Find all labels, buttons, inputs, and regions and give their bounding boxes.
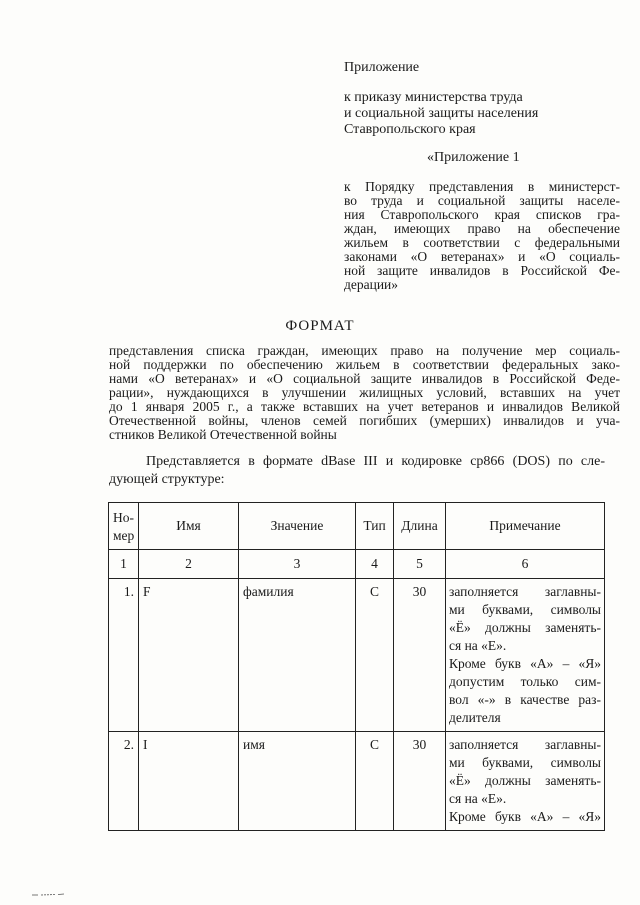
order-reference (344, 90, 538, 138)
appendix-1-title: «Приложение 1 (427, 150, 520, 165)
format-desc-line: стников Великой Отечественной войны (109, 427, 337, 442)
field-note (446, 732, 605, 831)
note-line: заполняется заглавны- (449, 584, 601, 599)
procedure-line: жильем в соответствии с федеральными (344, 235, 620, 250)
appendix-title: Приложение (344, 60, 420, 75)
note-line: заполняется заглавны- (449, 737, 601, 752)
field-structure-table (108, 502, 605, 831)
field-type: С (356, 579, 394, 732)
column-number: 5 (394, 550, 446, 579)
procedure-line: ной защите инвалидов в Российской Фе- (344, 263, 620, 278)
column-number: 2 (139, 550, 239, 579)
order-line: Ставропольского края (344, 122, 476, 137)
field-type: С (356, 732, 394, 831)
note-line: Кроме букв «А» – «Я» (449, 809, 601, 824)
column-number: 3 (239, 550, 356, 579)
row-number: 2. (109, 732, 139, 831)
intro-paragraph (109, 453, 605, 489)
note-line: ми буквами, символы (449, 755, 601, 770)
procedure-line: ния Ставропольского края списков гра- (344, 207, 620, 222)
note-line: делителя (449, 710, 501, 725)
header-length: Длина (394, 503, 446, 550)
field-name: F (139, 579, 239, 732)
note-line: допустим только сим- (449, 674, 601, 689)
order-line: к приказу министерства труда (344, 90, 523, 105)
field-note (446, 579, 605, 732)
header-number (109, 503, 139, 550)
header-note: Примечание (446, 503, 605, 550)
procedure-line: во труда и социальной защиты населе- (344, 193, 620, 208)
column-number: 1 (109, 550, 139, 579)
table-row (109, 579, 605, 732)
intro-line: дующей структуре: (109, 472, 225, 487)
format-desc-line: до 1 января 2005 г., а также вставших на учет ветеранов и инвалидов Великой (109, 399, 620, 414)
order-line: и социальной защиты населения (344, 106, 539, 121)
format-desc-line: представления списка граждан, имеющих право на получение мер социаль- (109, 343, 620, 358)
procedure-line: дерации» (344, 277, 399, 292)
format-desc-line: Отечественной войны, членов семей погибших (умерших) инвалидов и уча- (109, 413, 620, 428)
note-line: «Ё» должны заменять- (449, 620, 601, 635)
column-number: 6 (446, 550, 605, 579)
appendix-header (344, 60, 538, 138)
procedure-line: законами «О ветеранах» и «О социаль- (344, 249, 620, 264)
field-length: 30 (394, 579, 446, 732)
scan-artifact (32, 893, 64, 896)
row-number: 1. (109, 579, 139, 732)
format-title: ФОРМАТ (285, 318, 355, 334)
procedure-line: ждан, имеющих право на обеспечение (344, 221, 620, 236)
table-header-row (109, 503, 605, 550)
header-number-line: мер (113, 528, 135, 543)
field-name: I (139, 732, 239, 831)
format-desc-line: рации», нуждающихся в улучшении жилищных условий, вставших на учет (109, 385, 620, 400)
note-line: ми буквами, символы (449, 602, 601, 617)
format-desc-line: ной поддержки по обеспечению жильем в соответствии федеральных зако- (109, 357, 620, 372)
field-value: имя (239, 732, 356, 831)
note-line: ся на «Е». (449, 638, 507, 653)
note-line: ся на «Е». (449, 791, 507, 806)
header-name: Имя (139, 503, 239, 550)
field-length: 30 (394, 732, 446, 831)
format-desc-line: нами «О ветеранах» и «О социальной защите инвалидов в Российской Феде- (109, 371, 620, 386)
header-type: Тип (356, 503, 394, 550)
note-line: Кроме букв «А» – «Я» (449, 656, 601, 671)
header-number-line: Но- (113, 510, 134, 525)
intro-line: Представляется в формате dBase III и кодировке cp866 (DOS) по сле- (146, 454, 605, 469)
procedure-line: к Порядку представления в министерст- (344, 179, 620, 194)
note-line: «Ё» должны заменять- (449, 773, 601, 788)
column-number-row (109, 550, 605, 579)
column-number: 4 (356, 550, 394, 579)
procedure-reference (344, 180, 620, 292)
note-line: вол «-» в качестве раз- (449, 692, 601, 707)
table-row (109, 732, 605, 831)
format-description (109, 344, 620, 442)
field-value: фамилия (239, 579, 356, 732)
header-value: Значение (239, 503, 356, 550)
